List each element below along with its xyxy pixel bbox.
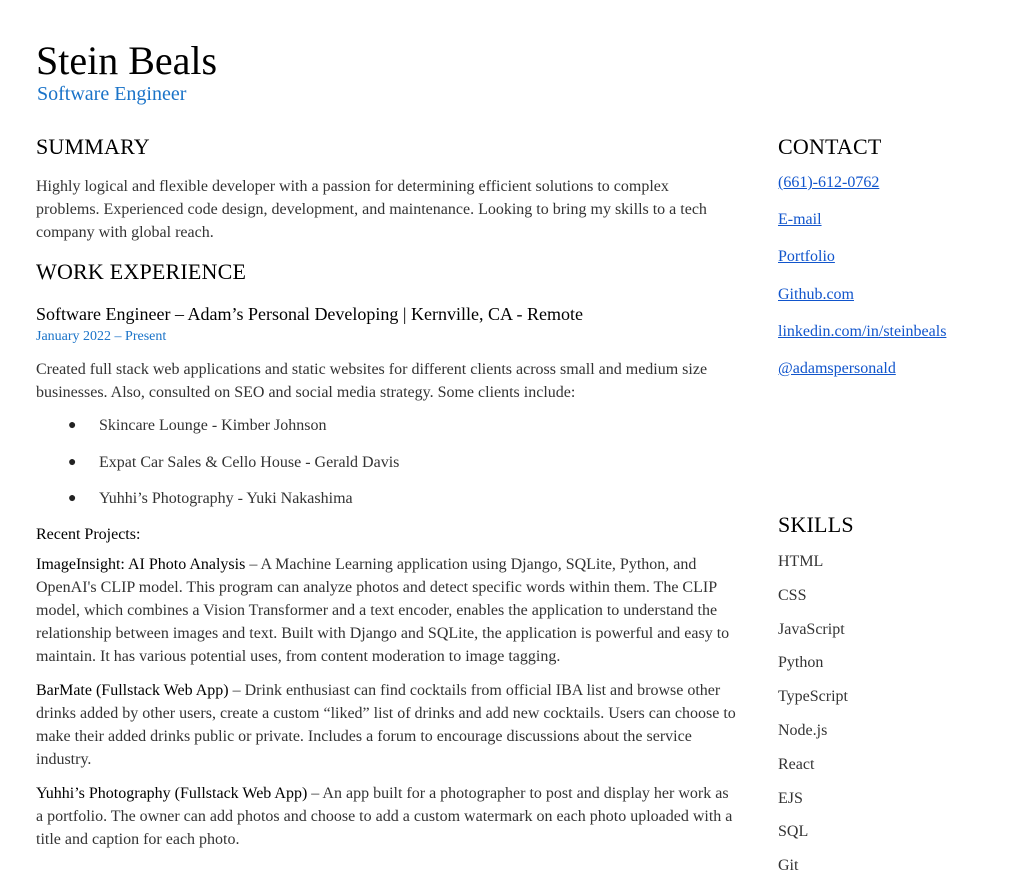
portfolio-link[interactable]: Portfolio (778, 248, 835, 266)
project-entry (36, 782, 736, 851)
client-name: Yuhhi’s Photography - Yuki Nakashima (99, 490, 353, 507)
recent-projects-label: Recent Projects: (36, 525, 141, 543)
phone-link[interactable]: (661)-612-0762 (778, 174, 880, 191)
project-description: – A Machine Learning application using Django, SQLite, Python, and OpenAI's CLIP model. This program can analyze photos and detect specific words within them. The CLIP model, which combines a Vision Transformer and a text encoder, enables the application to understand the relationship between images and text. Built with Django and SQLite, the application is powerful and easy to maintain. It has various potential uses, from content moderation to image tagging. (36, 555, 730, 665)
work-experience-heading: WORK EXPERIENCE (36, 259, 247, 284)
resume-name: Stein Beals (36, 38, 218, 83)
social-handle-link[interactable]: @adamspersonald (778, 359, 896, 377)
summary-text: Highly logical and flexible developer with a passion for determining efficient solutions to complex problems. Experienced code design, development, and maintenance. Looking to bring my skills to a tech company with global reach. (36, 178, 707, 241)
linkedin-link[interactable]: linkedin.com/in/steinbeals (778, 322, 947, 340)
skills-heading: SKILLS (778, 512, 854, 537)
client-list (36, 414, 746, 524)
contact-section (778, 133, 1003, 380)
job-title: Software Engineer – Adam’s Personal Developing | Kernville, CA - Remote (36, 304, 583, 324)
project-entry (36, 679, 736, 771)
client-name: Skincare Lounge - Kimber Johnson (99, 417, 327, 434)
bullet-icon: ● (68, 491, 77, 506)
list-item (36, 451, 746, 488)
skill-item: HTML (778, 553, 824, 570)
list-item (36, 487, 746, 524)
bullet-icon: ● (68, 454, 77, 470)
list-item (36, 414, 746, 451)
summary-section (36, 133, 746, 244)
skill-item: SQL (778, 823, 809, 841)
skill-item: Python (778, 654, 824, 672)
work-experience-section (36, 258, 746, 851)
skill-item: React (778, 755, 815, 773)
client-name: Expat Car Sales & Cello House - Gerald Davis (99, 453, 400, 471)
sidebar-column (778, 133, 1003, 875)
main-column (36, 133, 746, 851)
github-link[interactable]: Github.com (778, 285, 854, 303)
skill-item: EJS (778, 789, 803, 807)
bullet-icon: ● (68, 418, 77, 433)
skill-item: TypeScript (778, 688, 848, 706)
project-description: – An app built for a photographer to post and display her work as a portfolio. The owner can add photos and choose to add a custom watermark on each photo uploaded with a title and caption for each photo. (36, 784, 733, 848)
job-dates: January 2022 – Present (36, 329, 167, 344)
skill-item: JavaScript (778, 620, 845, 638)
summary-heading: SUMMARY (36, 134, 150, 159)
skill-item: CSS (778, 586, 807, 604)
job-description: Created full stack web applications and static websites for different clients across small and medium size businesses. Also, consulted on SEO and social media strategy. Some clients include: (36, 361, 708, 401)
project-entry (36, 553, 736, 668)
project-name: BarMate (Fullstack Web App) (36, 681, 229, 699)
project-name: ImageInsight: AI Photo Analysis (36, 555, 246, 573)
resume-job-title: Software Engineer (37, 83, 187, 105)
contact-heading: CONTACT (778, 134, 882, 159)
project-description: – Drink enthusiast can find cocktails from official IBA list and browse other drinks added by other users, create a custom “liked” list of drinks and add new cocktails. Users can choose to make their added drinks public or private. Includes a forum to encourage discussions about the service industry. (36, 681, 736, 768)
skill-item: Git (778, 857, 799, 875)
skill-item: Node.js (778, 721, 828, 739)
project-name: Yuhhi’s Photography (Fullstack Web App) (36, 784, 308, 802)
email-link[interactable]: E-mail (778, 211, 822, 229)
contact-list (778, 172, 1003, 380)
skills-list (778, 551, 848, 889)
